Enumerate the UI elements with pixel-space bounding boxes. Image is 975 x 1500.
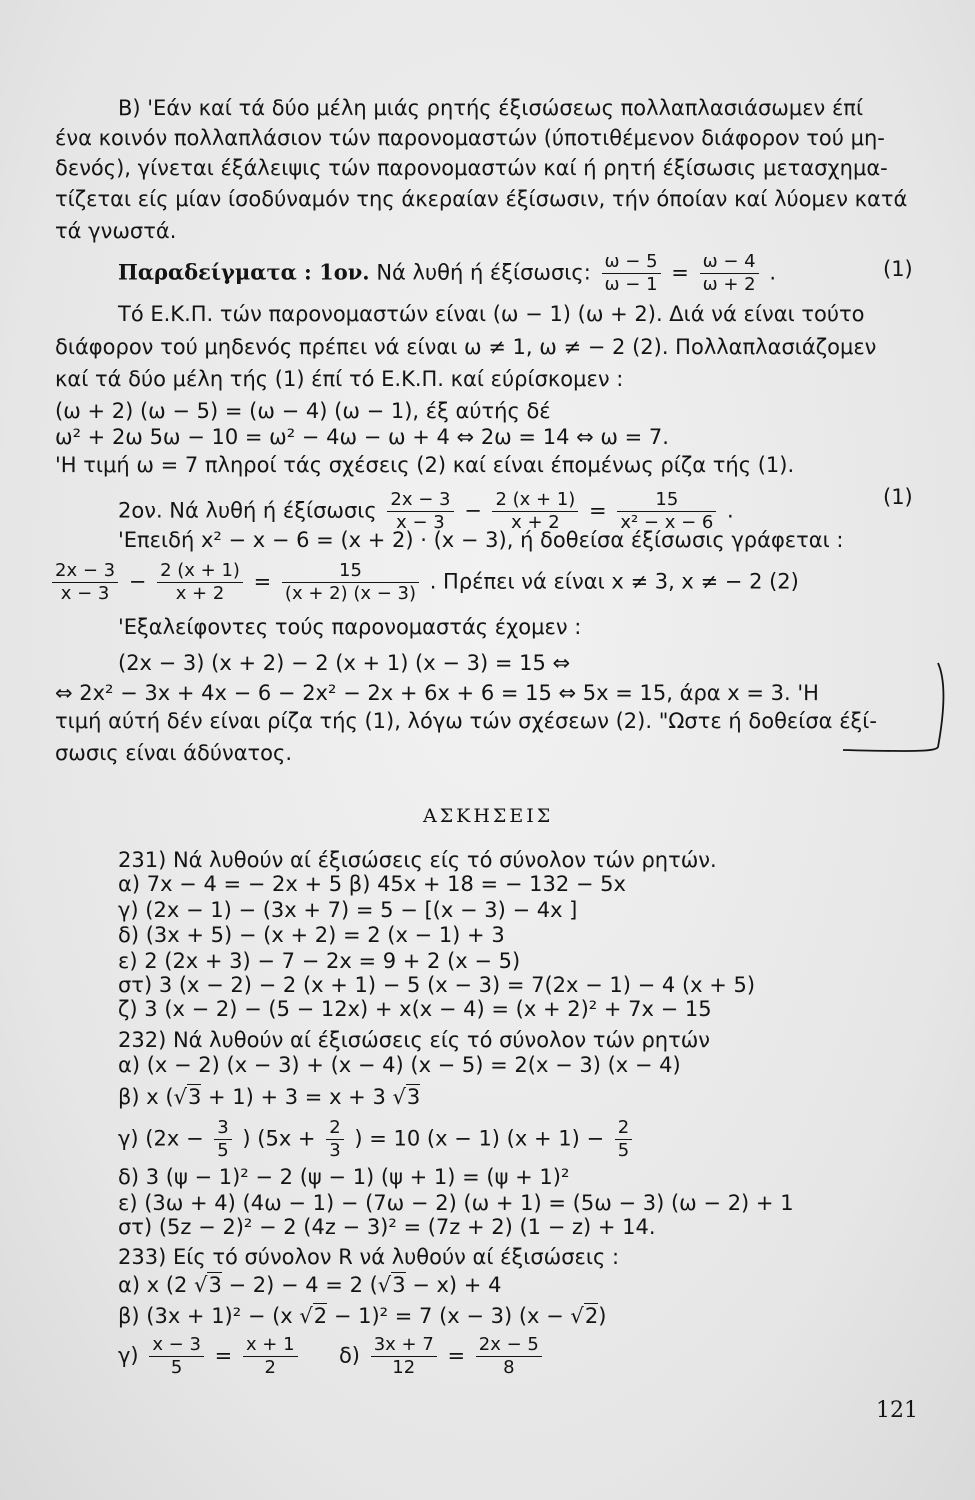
exercise-item: ε) (3ω + 4) (4ω − 1) − (7ω − 2) (ω + 1) = (5ω − 3) (ω − 2) + 1 xyxy=(118,1191,794,1215)
section-heading: ΑΣΚΗΣΕΙΣ xyxy=(423,805,554,827)
exercise-item: γ) (2x − $\frac{3}{5}$ ) (5x + $\frac{2}{3}$ ) = 10 (x − 1) (x + 1) − $\frac{2}{5}$ xyxy=(118,1117,636,1162)
exercise-item: ζ) 3 (x − 2) − (5 − 12x) + x(x − 4) = (x + 2)² + 7x − 15 xyxy=(118,997,712,1021)
exercise-item: δ) (3x + 5) − (x + 2) = 2 (x − 1) + 3 xyxy=(118,923,505,947)
fraction: $\frac{2 (x + 1)}{x + 2}$ xyxy=(492,489,578,534)
solution-line: τιμή αύτή δέν είναι ρίζα τής (1), λόγω τών σχέσεων (2). "Ωστε ή δοθείσα έξί- xyxy=(55,709,877,733)
solution-line: (2x − 3) (x + 2) − 2 (x + 1) (x − 3) = 15 ⇔ xyxy=(118,651,571,675)
fraction: $\frac{\omega - 5}{\omega - 1}$ xyxy=(602,251,661,296)
paragraph-line: δενός), γίνεται έξάλειψις τών παρονομαστών καί ή ρητή έξίσωσις μετασχημα- xyxy=(55,156,888,180)
solution-line: (ω + 2) (ω − 5) = (ω − 4) (ω − 1), έξ αύτής δέ xyxy=(55,399,551,423)
exercise-item: β) x (√3 + 1) + 3 = x + 3 √3 xyxy=(118,1085,421,1109)
bracket-mark xyxy=(840,655,950,765)
fraction: $\frac{2x - 3}{x - 3}$ xyxy=(387,489,453,534)
exercise-item: δ) 3 (ψ − 1)² − 2 (ψ − 1) (ψ + 1) = (ψ + 1)² xyxy=(118,1165,570,1189)
exercise-title: 233) Είς τό σύνολον R νά λυθούν αί έξισώσεις : xyxy=(118,1245,620,1269)
exercise-item: α) 7x − 4 = − 2x + 5 β) 45x + 18 = − 132 − 5x xyxy=(118,872,626,896)
fraction: $\frac{2 (x + 1)}{x + 2}$ xyxy=(157,560,243,605)
solution-line: 'Επειδή x² − x − 6 = (x + 2) · (x − 3), ή δοθείσα έξίσωσις γράφεται : xyxy=(118,528,844,552)
paragraph-line: τίζεται είς μίαν ίσοδύναμόν της άκεραίαν έξίσωσιν, τήν όποίαν καί λύομεν κατά xyxy=(55,187,908,211)
exercise-item: β) (3x + 1)² − (x √2 − 1)² = 7 (x − 3) (x − √2) xyxy=(118,1304,607,1328)
paragraph-line: τά γνωστά. xyxy=(55,219,177,243)
fraction: $\frac{3x + 7}{12}$ xyxy=(371,1334,437,1379)
equation-line: $\frac{2x - 3}{x - 3}$ − $\frac{2 (x + 1)}{x + 2}$ = $\frac{15}{(x + 2) (x - 3)}$ . Πρέπει νά είναι x ≠ 3, x ≠ − 2 (2) xyxy=(48,560,799,605)
solution-line: 'Εξαλείφοντες τούς παρονομαστάς έχομεν : xyxy=(118,615,582,639)
example-1-line: Παραδείγματα : 1ον. Νά λυθή ή έξίσωσις: $\frac{\omega - 5}{\omega - 1}$ = $\frac{\omega - 4}{\omega + 2}$ . xyxy=(118,251,776,295)
fraction: $\frac{3}{5}$ xyxy=(214,1117,231,1162)
solution-line: ⇔ 2x² − 3x + 4x − 6 − 2x² − 2x + 6x + 6 = 15 ⇔ 5x = 15, άρα x = 3. 'Η xyxy=(55,681,819,705)
fraction: $\frac{2x - 3}{x - 3}$ xyxy=(52,560,118,605)
exercise-item: α) (x − 2) (x − 3) + (x − 4) (x − 5) = 2(x − 3) (x − 4) xyxy=(118,1053,681,1077)
fraction: $\frac{\omega - 4}{\omega + 2}$ xyxy=(700,251,759,296)
fraction: $\frac{2}{5}$ xyxy=(615,1117,632,1162)
equation-tag: (1) xyxy=(883,257,913,281)
example-2-line: 2ον. Νά λυθή ή έξίσωσις $\frac{2x - 3}{x - 3}$ − $\frac{2 (x + 1)}{x + 2}$ = $\frac{15}{\text{x² − x − 6}}$ . xyxy=(118,489,734,533)
example-label: Παραδείγματα : 1ον. xyxy=(118,259,370,285)
example-text: Νά λυθή ή έξίσωσις: xyxy=(376,260,591,285)
paragraph-line: Β) 'Εάν καί τά δύο μέλη μιάς ρητής έξισώσεως πολλαπλασιάσωμεν έπί xyxy=(118,96,864,120)
solution-line: σωσις είναι άδύνατος. xyxy=(55,741,293,765)
exercise-item: γ) $\frac{x - 3}{5}$ = $\frac{x + 1}{2}$ δ) $\frac{3x + 7}{12}$ = $\frac{2x - 5}{8}$ xyxy=(118,1334,546,1379)
solution-line: Τό Ε.Κ.Π. τών παρονομαστών είναι (ω − 1) (ω + 2). Διά νά είναι τούτο xyxy=(118,302,865,326)
fraction: $\frac{15}{\text{x² − x − 6}}$ xyxy=(617,489,716,534)
exercise-title: 232) Νά λυθούν αί έξισώσεις είς τό σύνολον τών ρητών xyxy=(118,1028,711,1052)
fraction: $\frac{2}{3}$ xyxy=(326,1117,343,1162)
solution-line: καί τά δύο μέλη τής (1) έπί τό Ε.Κ.Π. καί εύρίσκομεν : xyxy=(55,367,624,391)
solution-line: 'Η τιμή ω = 7 πληροί τάς σχέσεις (2) καί είναι έπομένως ρίζα τής (1). xyxy=(55,453,795,477)
exercise-item: γ) (2x − 1) − (3x + 7) = 5 − [(x − 3) − 4x ] xyxy=(118,898,578,922)
paragraph-line: ένα κοινόν πολλαπλάσιον τών παρονομαστών (ύποτιθέμενον διάφορον τού μη- xyxy=(55,126,885,150)
exercise-item: στ) (5z − 2)² − 2 (4z − 3)² = (7z + 2) (1 − z) + 14. xyxy=(118,1215,656,1239)
solution-line: διάφορον τού μηδενός πρέπει νά είναι ω ≠ 1, ω ≠ − 2 (2). Πολλαπλασιάζομεν xyxy=(55,335,877,359)
equation-tag: (1) xyxy=(883,485,913,509)
page-number: 121 xyxy=(876,1398,918,1423)
exercise-item: ε) 2 (2x + 3) − 7 − 2x = 9 + 2 (x − 5) xyxy=(118,949,521,973)
exercise-item: α) x (2 √3 − 2) − 4 = 2 (√3 − x) + 4 xyxy=(118,1273,502,1297)
fraction: $\frac{x + 1}{2}$ xyxy=(243,1334,298,1379)
solution-line: ω² + 2ω 5ω − 10 = ω² − 4ω − ω + 4 ⇔ 2ω = 14 ⇔ ω = 7. xyxy=(55,425,669,449)
fraction: $\frac{15}{(x + 2) (x - 3)}$ xyxy=(282,560,419,605)
fraction: $\frac{2x - 5}{8}$ xyxy=(476,1334,542,1379)
exercise-title: 231) Νά λυθούν αί έξισώσεις είς τό σύνολον τών ρητών. xyxy=(118,848,717,872)
exercise-item: στ) 3 (x − 2) − 2 (x + 1) − 5 (x − 3) = 7(2x − 1) − 4 (x + 5) xyxy=(118,973,756,997)
fraction: $\frac{x - 3}{5}$ xyxy=(149,1334,204,1379)
